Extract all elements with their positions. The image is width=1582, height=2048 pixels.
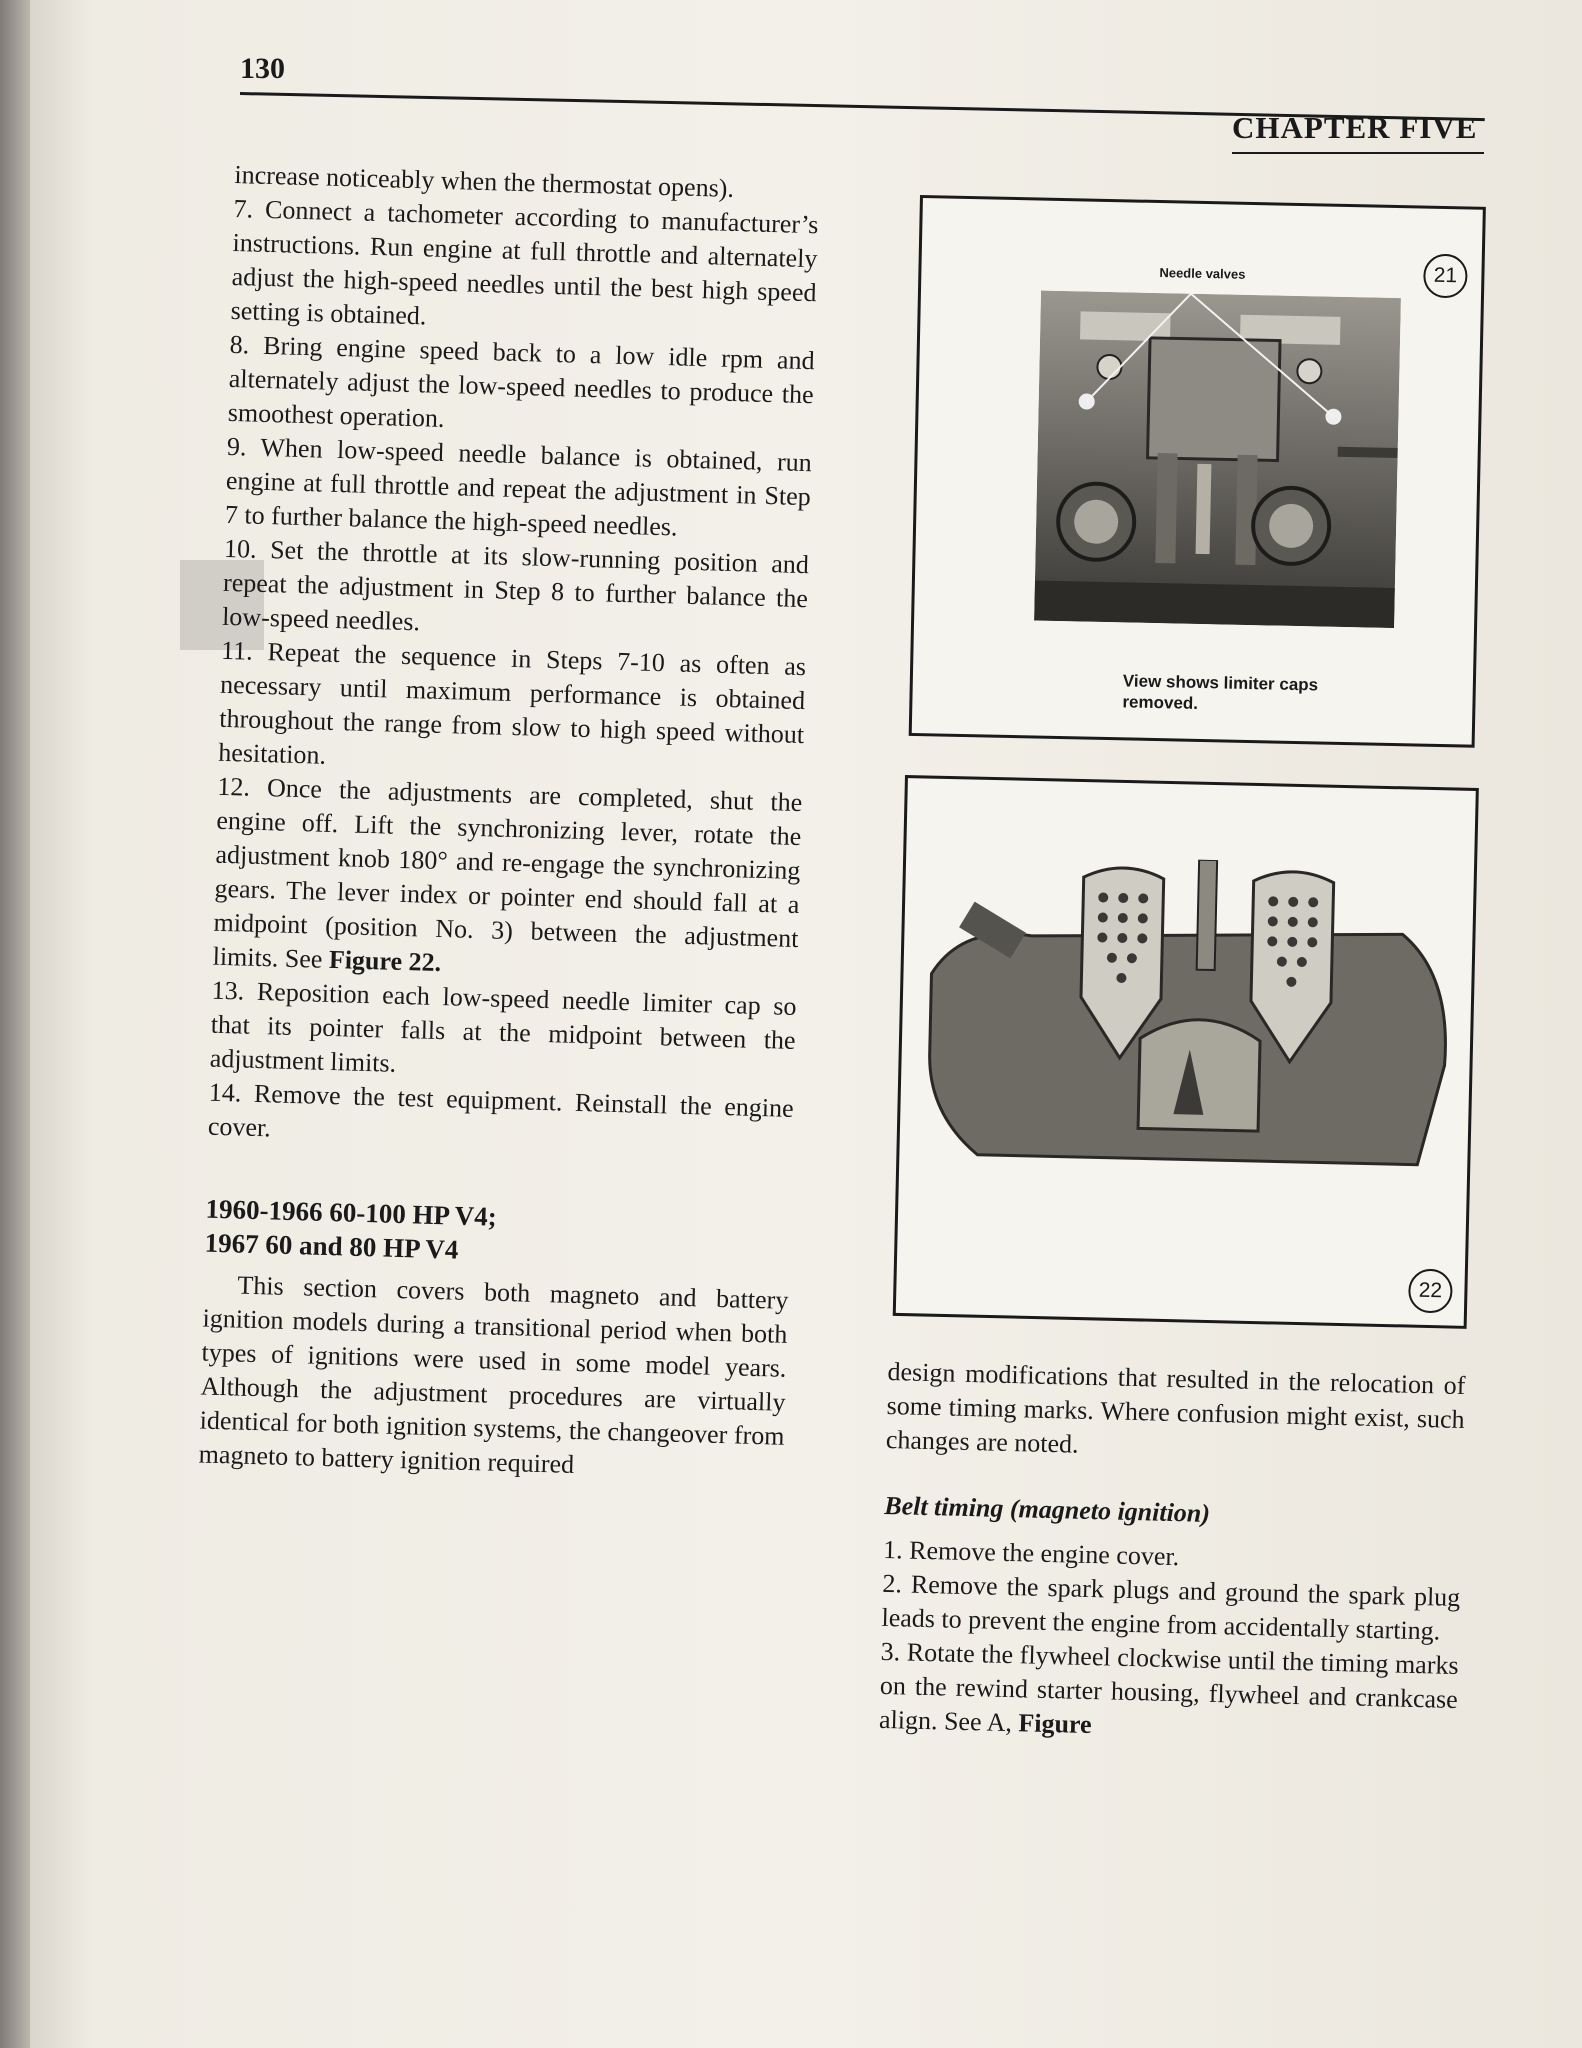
step-7: 7. Connect a tachometer according to manufacturer’s instructions. Run engine at full throttle and alternately adjust the high-speed needles until the best high speed setting is obtained. bbox=[230, 193, 819, 331]
step-11: 11. Repeat the sequence in Steps 7-10 as often as necessary until maximum performance is obtained throughout the range from slow to high speed without hesitation. bbox=[217, 635, 807, 770]
section-heading-line2: 1967 60 and 80 HP V4 bbox=[204, 1227, 459, 1265]
carburetor-side-photo bbox=[917, 853, 1465, 1205]
step-12-text: 12. Once the adjustments are completed, shut the engine off. Lift the synchronizing lever, rotate the adjustment knob 180° and re-engage the synchronizing gears. The lever index or pointer end should fall at a midpoint (position No. 3) between the adjustment limits. See bbox=[212, 771, 803, 974]
section-intro: This section covers both magneto and battery ignition models during a transitional period when both types of ignitions were used in some model years. Although the adjustment procedures are virtually identical for both ignition systems, the changeover from magneto to battery ignition required bbox=[198, 1270, 789, 1479]
step-14: 14. Remove the test equipment. Reinstall the engine cover. bbox=[207, 1077, 795, 1143]
subheading-belt-timing: Belt timing (magneto ignition) bbox=[883, 1490, 1211, 1528]
step-13: 13. Reposition each low-speed needle limiter cap so that its pointer falls at the midpoint between the adjustment limits. bbox=[209, 975, 797, 1078]
right-column bbox=[879, 1355, 1466, 1751]
paragraph-continuation: increase noticeably when the thermostat opens). bbox=[234, 159, 735, 203]
figure-21-number: 21 bbox=[1423, 254, 1468, 299]
chapter-rule bbox=[1232, 152, 1484, 154]
step-8: 8. Bring engine speed back to a low idle rpm and alternately adjust the low-speed needles to produce the smoothest operation. bbox=[227, 329, 815, 433]
figure-22 bbox=[893, 775, 1479, 1329]
figure-reference: Figure bbox=[1018, 1708, 1092, 1740]
section-heading-line1: 1960-1966 60-100 HP V4; bbox=[205, 1193, 498, 1232]
figure-21 bbox=[909, 195, 1486, 748]
needle-valves-label: Needle valves bbox=[1159, 265, 1246, 282]
section-heading bbox=[204, 1192, 791, 1276]
figure-22-reference: Figure 22. bbox=[328, 944, 442, 978]
page-number: 130 bbox=[240, 52, 285, 85]
belt-step-2: 2. Remove the spark plugs and ground the spark plug leads to prevent the engine from accidentally starting. bbox=[881, 1568, 1461, 1646]
step-12 bbox=[212, 770, 802, 990]
step-9: 9. When low-speed needle balance is obtained, run engine at full throttle and repeat the adjustment in Step 7 to further balance the high-speed needles. bbox=[224, 431, 813, 542]
figure-22-number: 22 bbox=[1408, 1269, 1453, 1314]
belt-step-3-text: 3. Rotate the flywheel clockwise until the timing marks on the rewind starter housing, flywheel and crankcase align. See A, bbox=[878, 1636, 1459, 1738]
belt-step-1: 1. Remove the engine cover. bbox=[882, 1534, 1180, 1572]
chapter-heading: CHAPTER FIVE bbox=[1232, 110, 1478, 145]
step-10: 10. Set the throttle at its slow-running position and repeat the adjustment in Step 8 to further balance the low-speed needles. bbox=[221, 533, 810, 637]
left-column bbox=[198, 158, 819, 1488]
belt-step-3 bbox=[879, 1635, 1459, 1751]
paragraph-continuation-right: design modifications that resulted in the relocation of some timing marks. Where confusion might exist, such changes are noted. bbox=[885, 1356, 1466, 1459]
figure-21-caption: View shows limiter caps removed. bbox=[1122, 671, 1319, 713]
book-spine-shadow bbox=[0, 0, 30, 2048]
carburetor-top-photo bbox=[1034, 291, 1401, 628]
